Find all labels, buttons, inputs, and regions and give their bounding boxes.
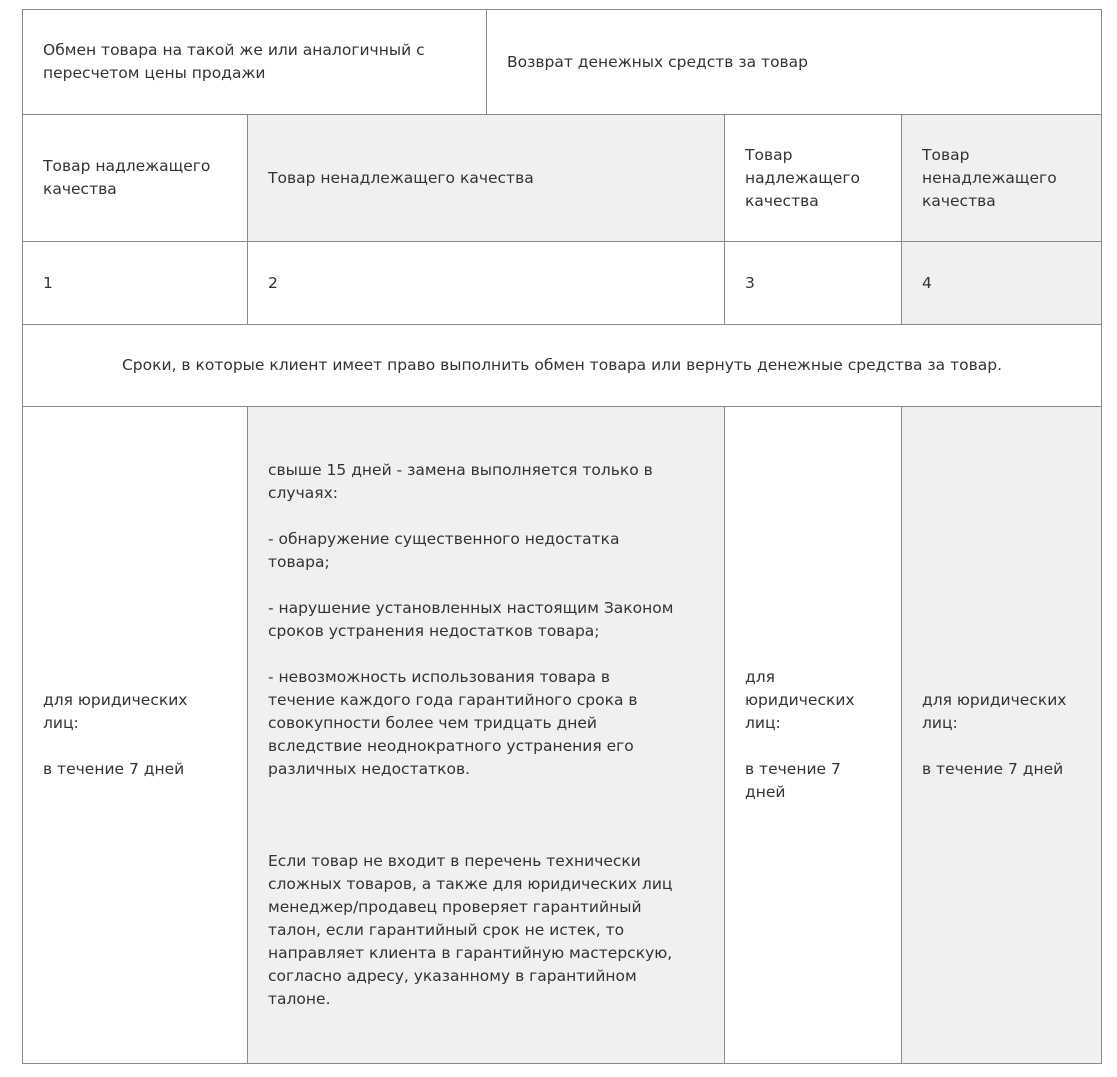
number-cell-1 bbox=[22, 241, 248, 325]
header-refund-text: Возврат денежных средств за товар bbox=[507, 52, 809, 71]
details-improper-quality-refund-cell bbox=[901, 406, 1102, 1064]
header-refund-cell bbox=[486, 9, 1102, 115]
category-improper-quality-exchange-text: Товар ненадлежащего качества bbox=[268, 168, 534, 187]
terms-text: Сроки, в которые клиент имеет право выполнить обмен товара или вернуть денежные средства за товар. bbox=[121, 356, 1003, 374]
details-improper-quality-refund-text: для юридических лиц: в течение 7 дней bbox=[922, 691, 1067, 778]
category-proper-quality-refund-cell bbox=[724, 114, 902, 242]
details-proper-quality-exchange-cell bbox=[22, 406, 248, 1064]
category-improper-quality-refund-text: Товар ненадлежащего качества bbox=[922, 145, 1057, 210]
category-proper-quality-refund-text: Товар надлежащего качества bbox=[745, 145, 861, 210]
number-text-2: 2 bbox=[268, 273, 278, 292]
number-cell-4 bbox=[901, 241, 1102, 325]
category-improper-quality-exchange-cell bbox=[247, 114, 725, 242]
details-proper-quality-exchange-text: для юридических лиц: в течение 7 дней bbox=[43, 691, 188, 778]
details-improper-quality-exchange-text: свыше 15 дней - замена выполняется только в случаях: - обнаружение существенного недостатка товара; - нарушение установленных настоящим Законом сроков устранения недостатков товара; - невозможность использования товара в течение каждого года гарантийного срока в совокупности более чем тридцать дней вследствие неоднократного устранения его различных недостатков. Если товар не входит в перечень технически сложных товаров, а также для юридических лиц менеджер/продавец проверяет гарантийный талон, если гарантийный срок не истек, то направляет клиента в гарантийную мастерскую, согласно адресу, указанному в гарантийном талоне. bbox=[268, 461, 674, 1008]
number-text-3: 3 bbox=[745, 273, 755, 292]
number-text-1: 1 bbox=[43, 273, 53, 292]
terms-cell bbox=[22, 324, 1102, 407]
number-cell-3 bbox=[724, 241, 902, 325]
category-proper-quality-exchange-text: Товар надлежащего качества bbox=[43, 157, 211, 198]
number-text-4: 4 bbox=[922, 273, 932, 292]
header-exchange-text: Обмен товара на такой же или аналогичный с пересчетом цены продажи bbox=[43, 41, 425, 82]
header-exchange-cell bbox=[22, 9, 487, 115]
category-improper-quality-refund-cell bbox=[901, 114, 1102, 242]
details-proper-quality-refund-cell bbox=[724, 406, 902, 1064]
category-proper-quality-exchange-cell bbox=[22, 114, 248, 242]
details-proper-quality-refund-text: для юридических лиц: в течение 7 дней bbox=[745, 668, 855, 801]
details-improper-quality-exchange-cell bbox=[247, 406, 725, 1064]
number-cell-2 bbox=[247, 241, 725, 325]
